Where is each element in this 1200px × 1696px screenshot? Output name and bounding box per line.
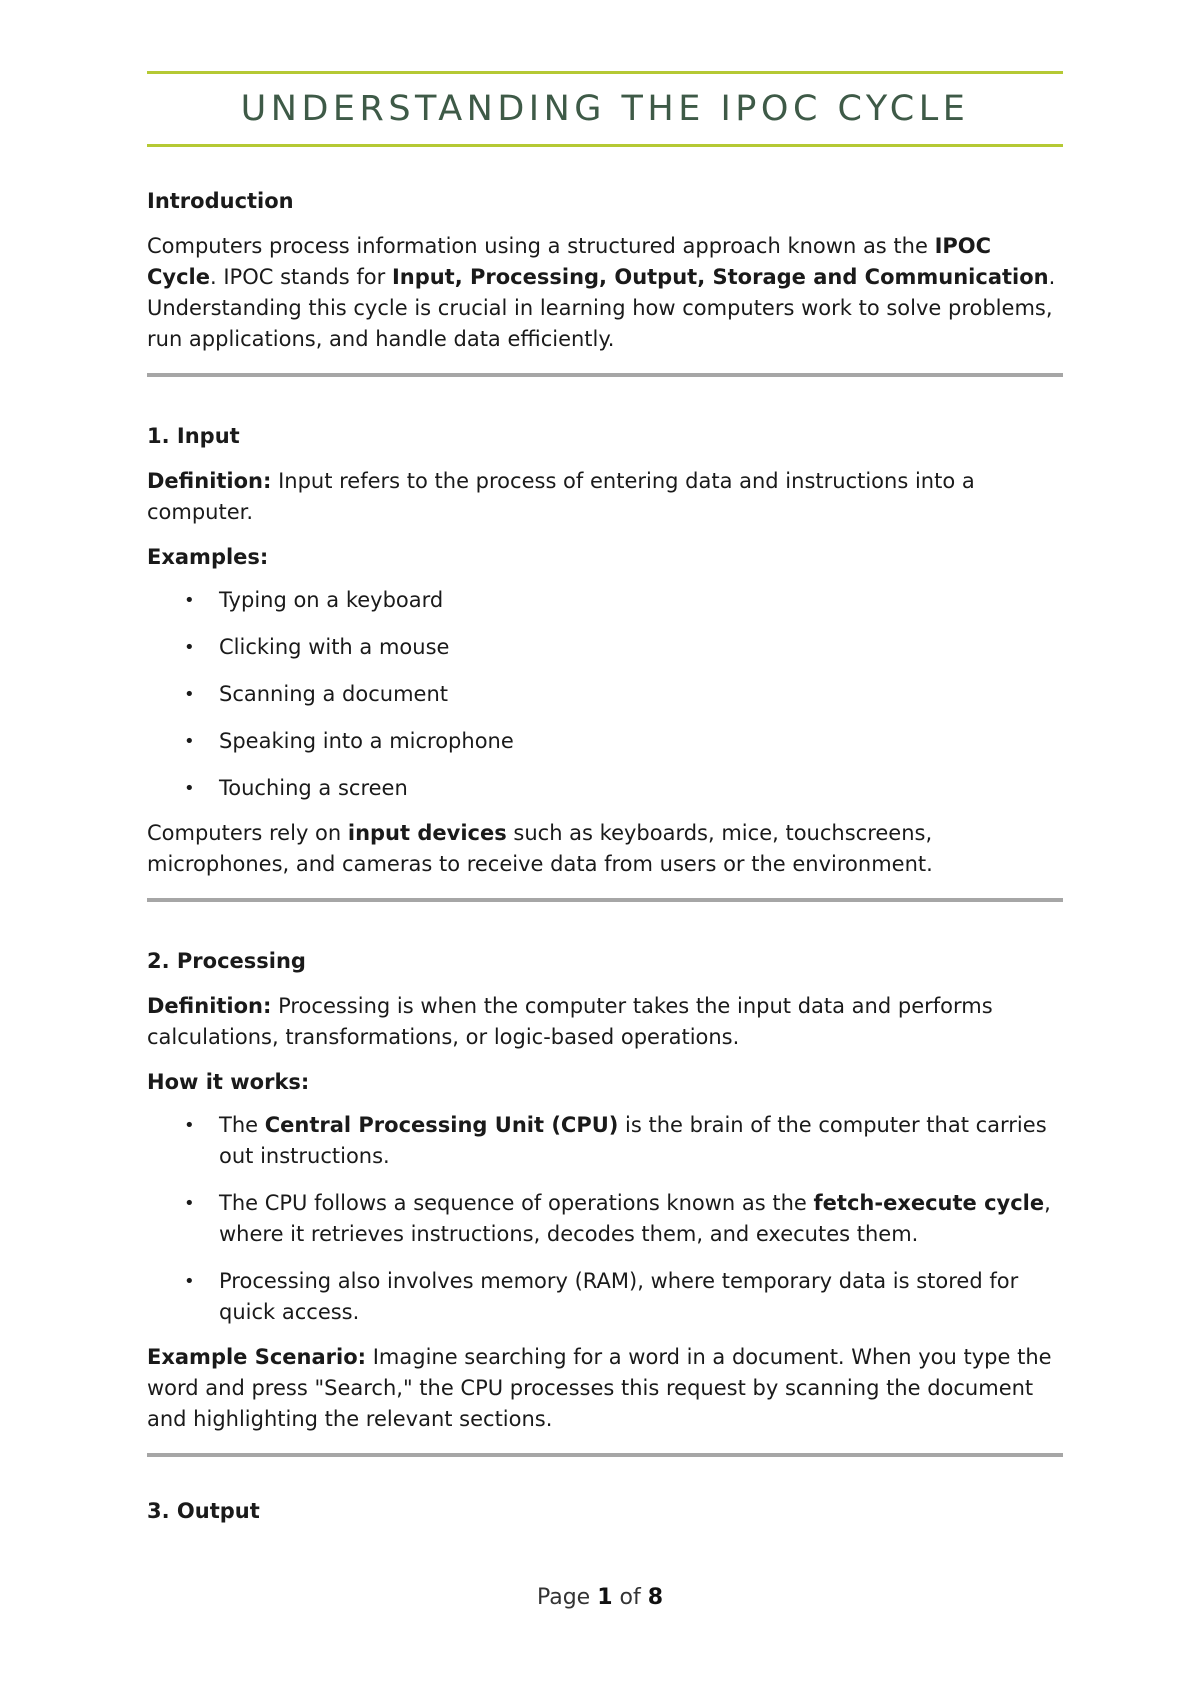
section-divider — [147, 898, 1063, 902]
total-page-count: 8 — [647, 1585, 664, 1610]
list-item: • Scanning a document — [184, 682, 449, 706]
document-page — [147, 0, 1063, 1525]
output-heading: 3. Output — [147, 1499, 260, 1523]
input-examples-label: Examples: — [147, 545, 269, 569]
section-divider — [147, 1453, 1063, 1457]
list-item: • Speaking into a microphone — [184, 729, 514, 753]
current-page-number: 1 — [597, 1585, 613, 1610]
processing-definition: Definition: Processing is when the computer takes the input data and performs calculations, transformations, or logic-based operations. — [147, 994, 993, 1049]
input-examples-list — [147, 585, 1063, 804]
list-item: • Typing on a keyboard — [184, 588, 444, 612]
input-heading: 1. Input — [147, 424, 240, 448]
list-item: • The CPU follows a sequence of operations known as the fetch-execute cycle, where it retrieves instructions, decodes them, and executes them. — [184, 1191, 1051, 1246]
list-item: • Touching a screen — [184, 776, 408, 800]
page-word: Page — [536, 1585, 591, 1610]
input-closing-paragraph: Computers rely on input devices such as keyboards, mice, touchscreens, microphones, and cameras to receive data from users or the environment. — [147, 821, 933, 876]
processing-how-label: How it works: — [147, 1070, 310, 1094]
processing-heading: 2. Processing — [147, 949, 306, 973]
section-divider — [147, 373, 1063, 377]
title-bottom-rule — [147, 144, 1063, 147]
page-footer — [0, 1585, 1200, 1610]
intro-paragraph: Computers process information using a structured approach known as the IPOC Cycle. IPOC stands for Input, Processing, Output, Storage and Communication. Understanding this cycle is crucial in learning how computers work to solve problems, run applications, and handle data efficiently. — [147, 234, 1056, 351]
of-word: of — [619, 1585, 641, 1610]
processing-scenario: Example Scenario: Imagine searching for a word in a document. When you type the word and press "Search," the CPU processes this request by scanning the document and highlighting the relevant sections. — [147, 1345, 1052, 1431]
list-item: • Clicking with a mouse — [184, 635, 450, 659]
list-item: • Processing also involves memory (RAM), where temporary data is stored for quick access. — [184, 1269, 1019, 1324]
processing-how-list — [147, 1110, 1063, 1328]
intro-heading: Introduction — [147, 189, 294, 213]
document-title: UNDERSTANDING THE IPOC CYCLE — [240, 89, 970, 129]
list-item: • The Central Processing Unit (CPU) is the brain of the computer that carries out instructions. — [184, 1113, 1047, 1168]
input-definition: Definition: Input refers to the process of entering data and instructions into a computer. — [147, 469, 975, 524]
